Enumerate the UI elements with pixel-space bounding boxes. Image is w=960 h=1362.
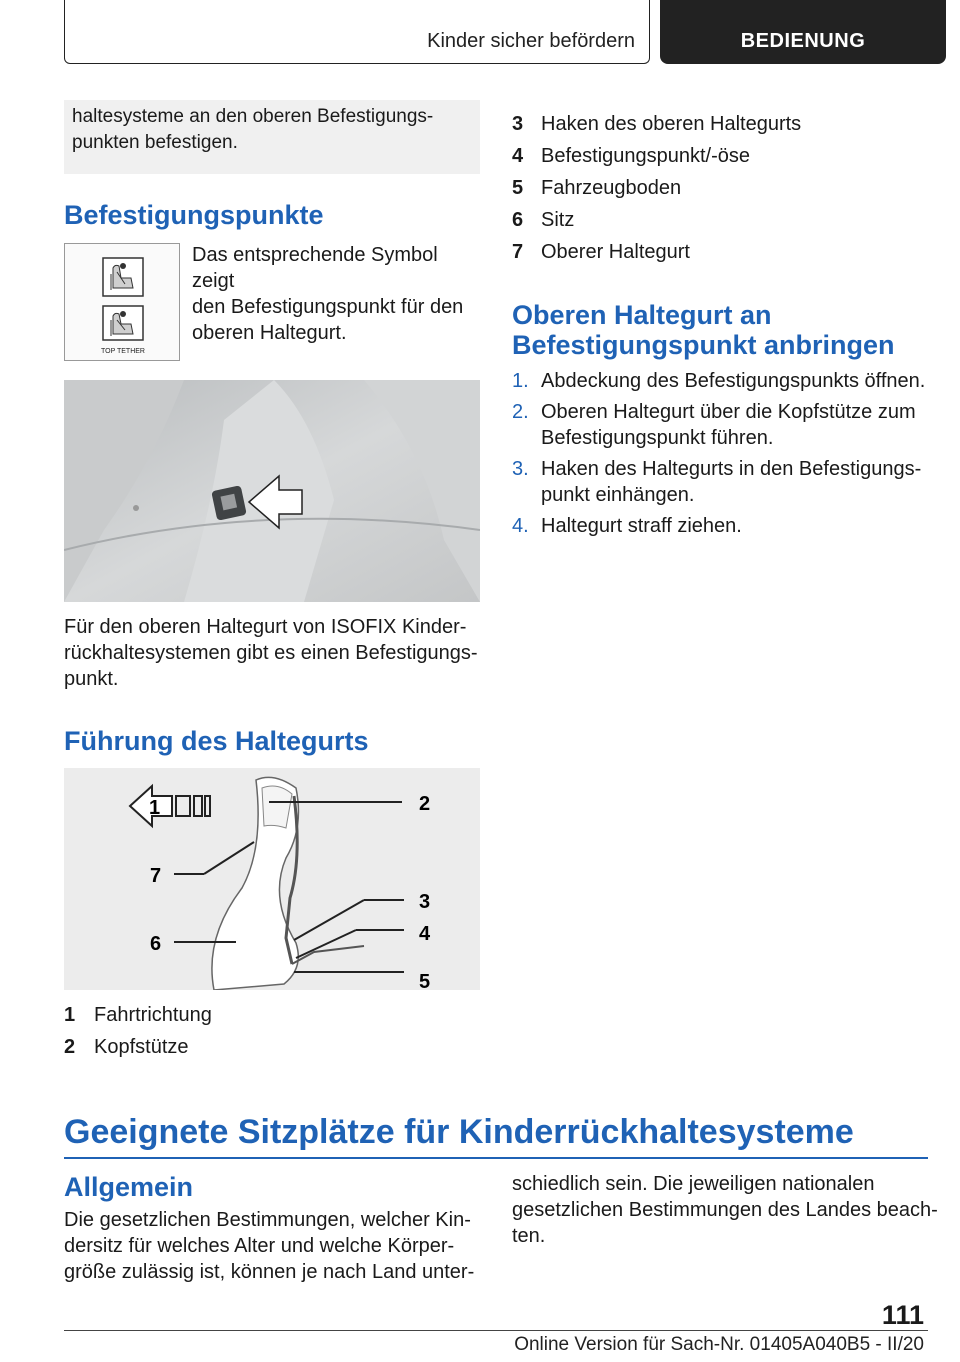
legend-label: Kopfstütze [94, 1036, 189, 1058]
step-number: 3. [512, 458, 529, 480]
heading-anbringen-line-2: Befestigungspunkt anbringen [512, 330, 895, 360]
legend-item [512, 111, 932, 143]
step-number: 2. [512, 401, 529, 423]
legend-item [64, 1002, 474, 1034]
step-text: Abdeckung des Befestigungspunkts öffnen. [541, 370, 926, 392]
heading-befestigungspunkte: Befestigungspunkte [64, 200, 324, 230]
heading-allgemein: Allgemein [64, 1172, 194, 1202]
legend-label: Oberer Haltegurt [541, 241, 690, 263]
isofix-text-line-1: Für den oberen Haltegurt von ISOFIX Kinder- [64, 616, 467, 638]
legend-item [512, 207, 932, 239]
legend-label: Fahrzeugboden [541, 177, 682, 199]
heading-anbringen [512, 300, 942, 360]
legend-label: Fahrtrichtung [94, 1004, 212, 1026]
note-box [64, 100, 480, 174]
step-text: punkt einhängen. [541, 484, 695, 506]
legend-number: 6 [512, 209, 524, 231]
step-number: 4. [512, 515, 529, 537]
header-chapter-label: BEDIENUNG [740, 30, 866, 52]
callout-4: 4 [419, 923, 431, 945]
isofix-description [64, 614, 484, 692]
legend-number: 2 [64, 1036, 76, 1058]
legend-item [512, 239, 932, 271]
legend-item [64, 1034, 474, 1066]
allgemein-text-left [64, 1207, 484, 1285]
diagram-legend-left [64, 1002, 474, 1066]
diagram-legend-right [512, 111, 932, 271]
allgemein-line-3: größe zulässig ist, können je nach Land unter- [64, 1261, 475, 1283]
legend-item [512, 175, 932, 207]
step-item [512, 456, 942, 513]
footer-rule [64, 1330, 928, 1331]
section-title: Geeignete Sitzplätze für Kinderrückhaltesysteme [64, 1113, 854, 1151]
legend-label: Haken des oberen Haltegurts [541, 113, 802, 135]
allgemein-line-6: ten. [512, 1225, 546, 1247]
isofix-text-line-3: punkt. [64, 668, 119, 690]
allgemein-line-5: gesetzlichen Bestimmungen des Landes beach- [512, 1199, 938, 1221]
top-tether-label: TOP TETHER [101, 348, 145, 355]
callout-1: 1 [149, 797, 161, 819]
header-chapter-tab [660, 0, 946, 64]
legend-label: Befestigungspunkt/-öse [541, 145, 751, 167]
installation-steps [512, 368, 942, 544]
header-section-title: Kinder sicher befördern [427, 30, 635, 52]
section-title-rule [64, 1157, 928, 1159]
isofix-text-line-2: rückhaltesystemen gibt es einen Befestigungs- [64, 642, 478, 664]
symbol-text-line-1: Das entsprechende Symbol zeigt [192, 244, 438, 292]
legend-number: 1 [64, 1004, 76, 1026]
online-version-footer: Online Version für Sach-Nr. 01405A040B5 - II/20 [514, 1334, 924, 1355]
page-number: 111 [881, 1300, 924, 1330]
step-item [512, 368, 942, 399]
callout-7: 7 [150, 865, 162, 887]
allgemein-line-1: Die gesetzlichen Bestimmungen, welcher Kin- [64, 1209, 471, 1231]
symbol-text-line-2: den Befestigungspunkt für den [192, 296, 464, 318]
step-text: Haltegurt straff ziehen. [541, 515, 742, 537]
legend-number: 4 [512, 145, 524, 167]
callout-5: 5 [419, 971, 431, 990]
note-line-2: punkten befestigen. [72, 132, 238, 153]
step-text: Haken des Haltegurts in den Befestigungs- [541, 458, 922, 480]
step-text: Befestigungspunkt führen. [541, 427, 774, 449]
callout-2: 2 [419, 793, 431, 815]
note-line-1: haltesysteme an den oberen Befestigungs- [72, 106, 434, 127]
header-section-tab [64, 0, 650, 64]
anchor-point-photo [64, 380, 480, 602]
tether-routing-diagram [64, 768, 480, 990]
legend-number: 3 [512, 113, 524, 135]
symbol-text-line-3: oberen Haltegurt. [192, 322, 347, 344]
allgemein-line-2: dersitz für welches Alter und welche Körper- [64, 1235, 455, 1257]
legend-number: 7 [512, 241, 524, 263]
child-seat-icon [65, 244, 181, 362]
step-item [512, 513, 942, 544]
top-tether-symbol-figure [64, 243, 180, 361]
step-item [512, 399, 942, 456]
allgemein-line-4: schiedlich sein. Die jeweiligen nationalen [512, 1173, 875, 1195]
step-text: Oberen Haltegurt über die Kopfstütze zum [541, 401, 916, 423]
heading-anbringen-line-1: Oberen Haltegurt an [512, 300, 772, 330]
allgemein-text-right [512, 1171, 942, 1249]
legend-label: Sitz [541, 209, 575, 231]
legend-number: 5 [512, 177, 524, 199]
callout-6: 6 [150, 933, 162, 955]
heading-fuehrung: Führung des Haltegurts [64, 726, 369, 756]
legend-item [512, 143, 932, 175]
symbol-description [192, 242, 482, 346]
step-number: 1. [512, 370, 529, 392]
callout-3: 3 [419, 891, 431, 913]
